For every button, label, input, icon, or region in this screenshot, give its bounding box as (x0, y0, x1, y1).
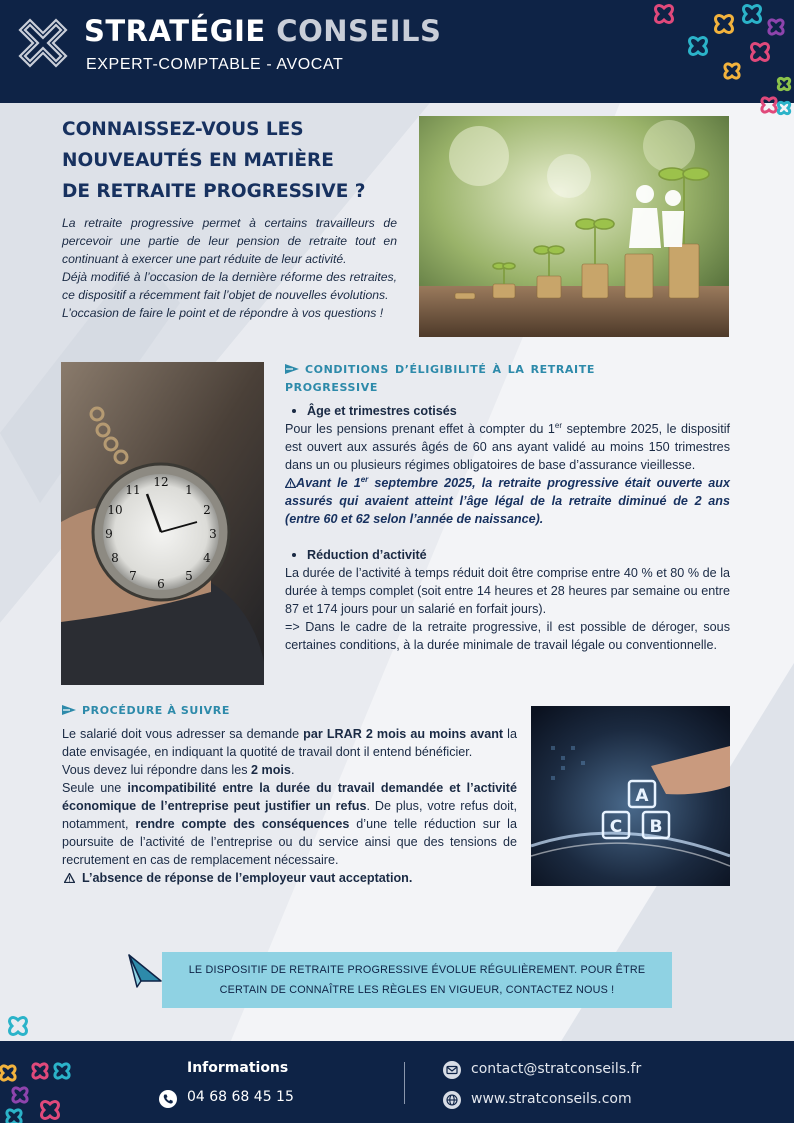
intro-paragraph: La retraite progressive permet à certains travailleurs de percevoir une partie de leur pension de retraite tout en continuant à exercer une part réduite de leur activité. (62, 216, 397, 266)
title-line: NOUVEAUTÉS EN MATIÈRE (62, 150, 334, 171)
contact-callout-banner (162, 952, 672, 1008)
footer-divider (404, 1062, 405, 1104)
paragraph-demande: Le salarié doit vous adresser sa demande par LRAR 2 mois au moins avant la date envisagée, en indiquant la quotité de travail dont il entend bénéficier. (62, 727, 517, 759)
bullet-reduction-activite: Réduction d’activité (285, 546, 730, 564)
footer-email-link[interactable]: contact@stratconseils.fr (471, 1061, 642, 1077)
heading-word: À (492, 363, 502, 376)
svg-text:4: 4 (203, 551, 211, 565)
title-line: CONNAISSEZ-VOUS LES (62, 119, 304, 140)
svg-text:5: 5 (185, 569, 193, 583)
svg-text:A: A (635, 786, 649, 806)
footer-bar (0, 1041, 794, 1123)
confetti-decoration (0, 1008, 80, 1123)
heading-word: D’ÉLIGIBILITÉ (395, 363, 487, 376)
article-intro (62, 214, 397, 322)
svg-text:B: B (649, 817, 663, 837)
warning-icon (64, 873, 75, 883)
cross-logo-icon (16, 16, 70, 70)
title-line: DE RETRAITE PROGRESSIVE ? (62, 181, 366, 202)
footer-phone-link[interactable]: 04 68 68 45 15 (187, 1089, 294, 1105)
heading-word: RETRAITE (530, 363, 595, 376)
heading-text: PROCÉDURE À SUIVRE (82, 704, 230, 717)
brand-tagline: EXPERT-COMPTABLE - AVOCAT (86, 56, 344, 73)
svg-text:7: 7 (129, 569, 137, 583)
article-title (62, 114, 412, 207)
intro-paragraph: Déjà modifié à l’occasion de la dernière réforme des retraites, ce dispositif a récemment fait l’objet de nouvelles évolutions. (62, 270, 397, 302)
coins-plants-image (419, 116, 729, 337)
footer-website-link[interactable]: www.stratconseils.com (471, 1091, 632, 1107)
svg-text:9: 9 (105, 527, 113, 541)
brand-primary: STRATÉGIE (84, 14, 266, 48)
intro-paragraph: L’occasion de faire le point et de répondre à vos questions ! (62, 306, 384, 320)
svg-text:2: 2 (203, 503, 211, 517)
paragraph-pensions: Pour les pensions prenant effet à compter du 1er septembre 2025, le dispositif est ouvert aux assurés âgés de 60 ans ayant validé au moins 150 trimestres dans un ou plusieurs régimes obligatoires de base d’assurance vieillesse. (285, 420, 730, 472)
svg-text:6: 6 (157, 577, 165, 591)
warning-icon (285, 478, 296, 488)
paragraph-duree: La durée de l’activité à temps réduit doit être comprise entre 40 % et 80 % de la durée à temps complet (soit entre 14 heures et 28 heures par semaine ou entre 87 et 174 jours pour un salarié en forfait jours). (285, 566, 730, 616)
section-heading-procedure (62, 704, 230, 717)
confetti-decoration (484, 0, 794, 120)
svg-text:3: 3 (209, 527, 217, 541)
callout-line: LE DISPOSITIF DE RETRAITE PROGRESSIVE ÉVOLUE RÉGULIÈREMENT. POUR ÊTRE (188, 964, 646, 976)
svg-text:12: 12 (153, 475, 169, 489)
heading-word (285, 361, 389, 379)
mail-icon (443, 1061, 461, 1079)
bullet-age-trimestres: Âge et trimestres cotisés (285, 402, 730, 420)
callout-text (177, 960, 658, 1000)
section-eligibility-body (285, 402, 730, 654)
section-heading-eligibility (285, 361, 730, 397)
heading-word: LA (507, 363, 525, 376)
footer-label: Informations (187, 1060, 289, 1076)
svg-text:8: 8 (111, 551, 119, 565)
heading-line-2: PROGRESSIVE (285, 381, 378, 394)
svg-text:1: 1 (185, 483, 193, 497)
svg-text:C: C (609, 817, 623, 837)
paper-plane-icon (125, 951, 165, 991)
heading-word-text: CONDITIONS (305, 363, 389, 376)
callout-line: CERTAIN DE CONNAÎTRE LES RÈGLES EN VIGUEUR, CONTACTEZ NOUS ! (219, 984, 615, 996)
paragraph-absence-reponse: L’absence de réponse de l’employeur vaut acceptation. (62, 869, 517, 887)
brand-secondary: CONSEILS (276, 14, 442, 48)
phone-icon (159, 1090, 177, 1108)
paragraph-derogation: => Dans le cadre de la retraite progressive, il est possible de déroger, sous certaines conditions, à la durée minimale de travail légale ou conventionnelle. (285, 620, 730, 652)
spacer (285, 528, 730, 546)
paragraph-refus: Seule une incompatibilité entre la durée du travail demandée et l’activité économique de l’entreprise peut justifier un refus. De plus, votre refus doit, notamment, rendre compte des conséquences d’une telle réduction sur la poursuite de l’activité de l’entreprise ou du service ainsi que des tensions de recrutement en cas de remplacement nécessaire. (62, 781, 518, 867)
svg-text:11: 11 (125, 483, 141, 497)
paragraph-reponse: Vous devez lui répondre dans les 2 mois. (62, 763, 295, 777)
globe-icon (443, 1091, 461, 1109)
svg-text:10: 10 (107, 503, 123, 517)
brand-name (84, 14, 441, 48)
section-procedure-body (62, 725, 517, 887)
abc-blocks-image (531, 706, 730, 886)
arrow-right-icon (62, 705, 76, 715)
note-before-2025: Avant le 1er septembre 2025, la retraite progressive était ouverte aux assurés qui avaient atteint l’âge légal de la retraite diminué de 2 ans (entre 60 et 62 selon l’année de naissance). (285, 474, 730, 526)
arrow-right-icon (285, 364, 299, 374)
pocket-watch-image (61, 362, 264, 685)
